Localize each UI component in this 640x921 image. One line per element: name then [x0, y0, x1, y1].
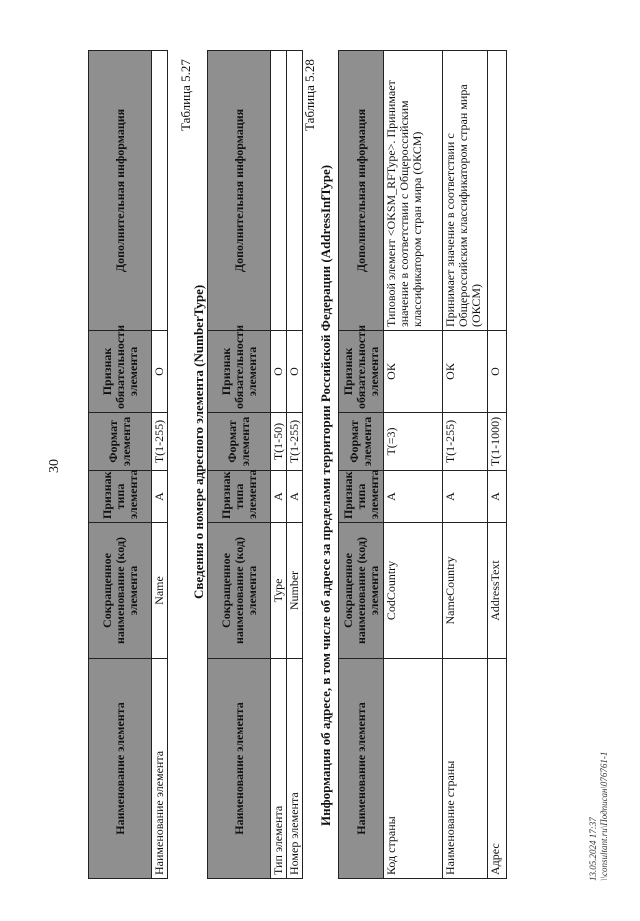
- cell-extra: Принимает значение в соответствии с Общероссийским классификатором стран мира (ОКСМ): [443, 51, 488, 331]
- cell-type: А: [384, 471, 443, 523]
- cell-name: Тип элемента: [271, 659, 287, 879]
- cell-format: T(1-255): [152, 413, 168, 471]
- table-header-row: [89, 51, 152, 879]
- header-mandatory: Признак обязательности элемента: [89, 331, 152, 413]
- table-caption-5-28: Таблица 5.28: [302, 59, 317, 131]
- document-stamp: [588, 752, 610, 881]
- table-address-inf-type: [338, 50, 507, 879]
- table-row: [287, 51, 303, 879]
- cell-name: Наименование элемента: [152, 659, 168, 879]
- table-number-type: [207, 50, 303, 879]
- table-caption-5-27: Таблица 5.27: [178, 59, 193, 131]
- cell-short: AddressText: [488, 523, 507, 659]
- header-mandatory: Признак обязательности элемента: [208, 331, 271, 413]
- cell-name: Номер элемента: [287, 659, 303, 879]
- header-type: Признак типа элемента: [208, 471, 271, 523]
- header-short: Сокращенное наименование (код) элемента: [208, 523, 271, 659]
- header-extra: Дополнительная информация: [208, 51, 271, 331]
- stamp-path: \\consultant.ru\Подписан\076761-1: [599, 751, 609, 881]
- header-name: Наименование элемента: [339, 659, 384, 879]
- cell-type: А: [443, 471, 488, 523]
- cell-format: T(1-255): [443, 413, 488, 471]
- header-name: Наименование элемента: [208, 659, 271, 879]
- table-row: [488, 51, 507, 879]
- cell-short: NameCountry: [443, 523, 488, 659]
- cell-mandatory: ОК: [384, 331, 443, 413]
- cell-short: Number: [287, 523, 303, 659]
- header-format: Формат элемента: [339, 413, 384, 471]
- table-header-row: [339, 51, 384, 879]
- cell-type: А: [271, 471, 287, 523]
- cell-type: А: [488, 471, 507, 523]
- cell-extra: Типовой элемент <OKSM_RFType>. Принимает значение в соответствии с Общероссийским классификатором стран мира (ОКСМ): [384, 51, 443, 331]
- cell-mandatory: О: [287, 331, 303, 413]
- table-title-address-inf-type: Информация об адресе, в том числе об адресе за пределами территории Российской Федерации (AddressInfType): [318, 164, 333, 826]
- cell-name: Наименование страны: [443, 659, 488, 879]
- page-number: 30: [47, 459, 62, 473]
- header-extra: Дополнительная информация: [89, 51, 152, 331]
- cell-short: CodCountry: [384, 523, 443, 659]
- header-format: Формат элемента: [208, 413, 271, 471]
- cell-short: Name: [152, 523, 168, 659]
- header-type: Признак типа элемента: [339, 471, 384, 523]
- cell-name: Адрес: [488, 659, 507, 879]
- cell-name: Код страны: [384, 659, 443, 879]
- header-extra: Дополнительная информация: [339, 51, 384, 331]
- table-row: [443, 51, 488, 879]
- stamp-date: 13.05.2024 17:37: [588, 817, 598, 881]
- header-type: Признак типа элемента: [89, 471, 152, 523]
- table-title-number-type: Сведения о номере адресного элемента (NumberType): [191, 284, 206, 599]
- cell-format: T(1-1000): [488, 413, 507, 471]
- cell-format: T(1-50): [271, 413, 287, 471]
- header-name: Наименование элемента: [89, 659, 152, 879]
- table-header-row: [208, 51, 271, 879]
- cell-mandatory: О: [152, 331, 168, 413]
- cell-extra: [271, 51, 287, 331]
- header-format: Формат элемента: [89, 413, 152, 471]
- cell-short: Type: [271, 523, 287, 659]
- cell-mandatory: О: [488, 331, 507, 413]
- cell-extra: [488, 51, 507, 331]
- cell-type: А: [287, 471, 303, 523]
- cell-extra: [152, 51, 168, 331]
- table-row: [271, 51, 287, 879]
- cell-extra: [287, 51, 303, 331]
- header-mandatory: Признак обязательности элемента: [339, 331, 384, 413]
- table-row: [152, 51, 168, 879]
- table-row: [384, 51, 443, 879]
- cell-format: T(=3): [384, 413, 443, 471]
- table-element-name: [88, 50, 168, 879]
- cell-format: T(1-255): [287, 413, 303, 471]
- header-short: Сокращенное наименование (код) элемента: [339, 523, 384, 659]
- header-short: Сокращенное наименование (код) элемента: [89, 523, 152, 659]
- cell-mandatory: О: [271, 331, 287, 413]
- cell-mandatory: ОК: [443, 331, 488, 413]
- cell-type: А: [152, 471, 168, 523]
